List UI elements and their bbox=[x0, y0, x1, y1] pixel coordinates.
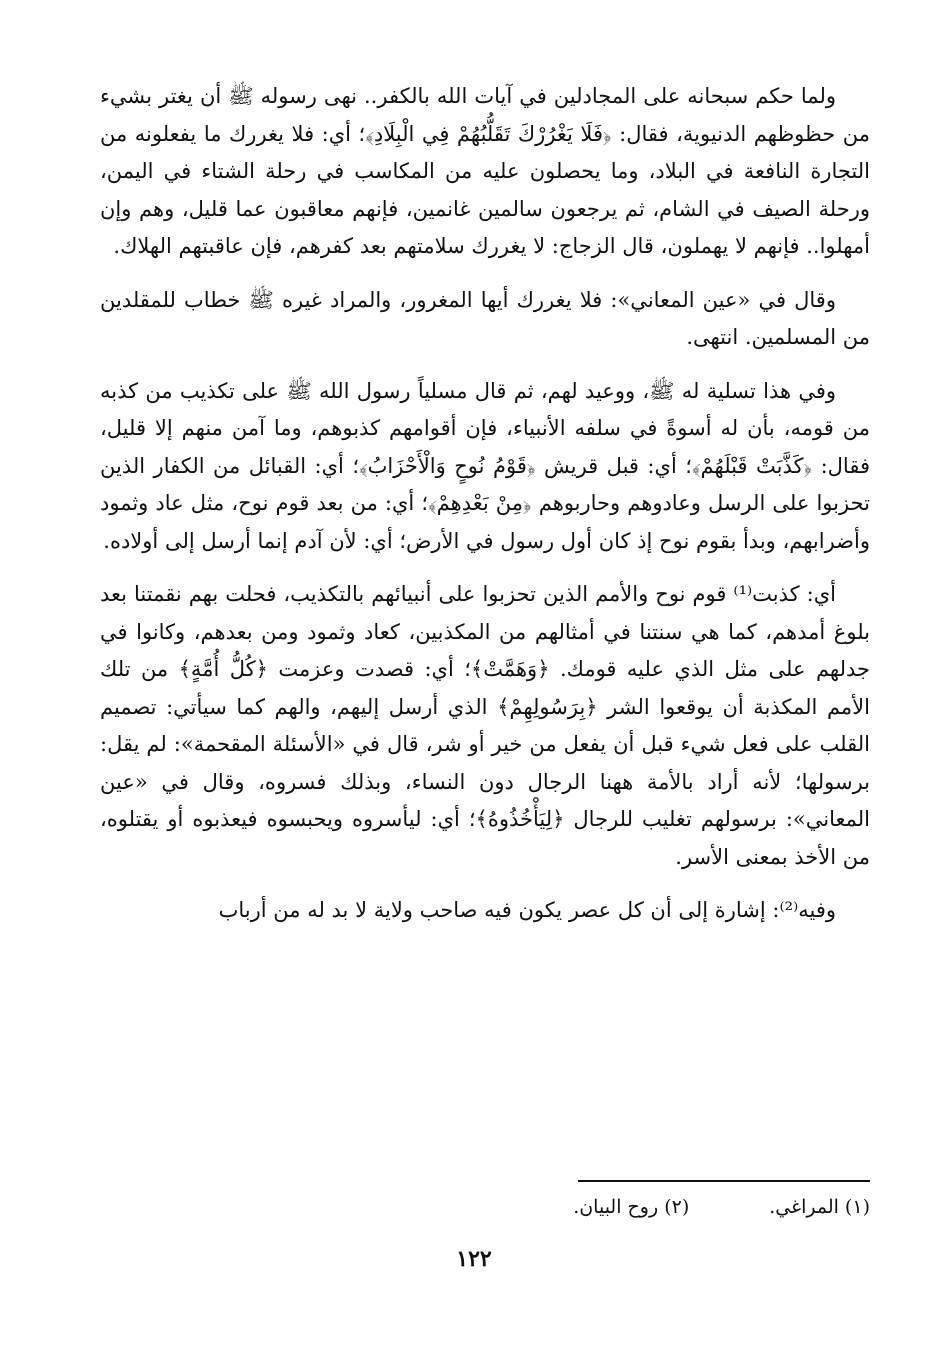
paragraph-4: أي: كذبت⁽¹⁾ قوم نوح والأمم الذين تحزبوا على أنبيائهم بالتكذيب، فحلت بهم نقمتنا بعد بلوغ أمدهم، كما هي سنتنا في أمثالهم من المكذبين، كعاد وثمود ومن بعدهم، وكانوا في جدلهم على مثل الذي عليه قومك. ﴿وَهَمَّتْ﴾؛ أي: قصدت وعزمت ﴿كُلُّ أُمَّةٍ﴾ من تلك الأمم المكذبة أن يوقعوا الشر ﴿بِرَسُولِهِمْ﴾ الذي أرسل إليهم، والهم كما سيأتي: تصميم القلب على فعل شيء قبل أن يفعل من خير أو شر، قال في «الأسئلة المقحمة»: لم يقل: برسولها؛ لأنه أراد بالأمة ههنا الرجال دون النساء، وبذلك فسروه، وقال في «عين المعاني»: برسولهم تغليب للرجال ﴿لِيَأْخُذُوهُ﴾؛ أي: ليأسروه ويحبسوه فيعذبوه أو يقتلوه، من الأخذ بمعنى الأسر. bbox=[100, 582, 870, 869]
footnote-2: (٢) روح البيان. bbox=[573, 1196, 690, 1218]
page-number: ١٢٢ bbox=[456, 1246, 492, 1272]
footnotes bbox=[100, 1192, 870, 1222]
paragraph-3: وفي هذا تسلية له ﷺ، ووعيد لهم، ثم قال مسلياً رسول الله ﷺ على تكذيب من كذبه من قومه، بأن له أسوةً في سلفه الأنبياء، فإن أقوامهم كذبوهم، وما آمن منهم إلا قليل، فقال: ﴿كَذَّبَتْ قَبْلَهُمْ﴾؛ أي: قبل قريش ﴿قَوْمُ نُوحٍ وَالْأَحْزَابُ﴾؛ أي: القبائل من الكفار الذين تحزبوا على الرسل وعادوهم وحاربوهم ﴿مِنْ بَعْدِهِمْ﴾؛ أي: من بعد قوم نوح، مثل عاد وثمود وأضرابهم، وبدأ بقوم نوح إذ كان أول رسول في الأرض؛ أي: لأن آدم إنما أرسل إلى أولاده. bbox=[100, 378, 870, 553]
main-text bbox=[100, 78, 870, 946]
paragraph-2: وقال في «عين المعاني»: فلا يغررك أيها المغرور، والمراد غيره ﷺ خطاب للمقلدين من المسلمين. انتهى. bbox=[100, 287, 870, 349]
paragraph-1: ولما حكم سبحانه على المجادلين في آيات الله بالكفر.. نهى رسوله ﷺ أن يغتر بشيء من حظوظهم الدنيوية، فقال: ﴿فَلَا يَغْرُرْكَ تَقَلُّبُهُمْ فِي الْبِلَادِ﴾؛ أي: فلا يغررك ما يفعلونه من التجارة النافعة في البلاد، وما يحصلون عليه من المكاسب في رحلة الشتاء في اليمن، ورحلة الصيف في الشام، ثم يرجعون سالمين غانمين، فإنهم معاقبون عما قليل، وهم وإن أمهلوا.. فإنهم لا يهملون، قال الزجاج: لا يغررك سلامتهم بعد كفرهم، فإن عاقبتهم الهلاك. bbox=[100, 84, 870, 258]
footnote-1: (١) المراغي. bbox=[769, 1196, 870, 1218]
footnote-divider bbox=[578, 1180, 870, 1182]
paragraph-5: وفيه⁽²⁾: إشارة إلى أن كل عصر يكون فيه صاحب ولاية لا بد له من أرباب bbox=[218, 898, 836, 922]
